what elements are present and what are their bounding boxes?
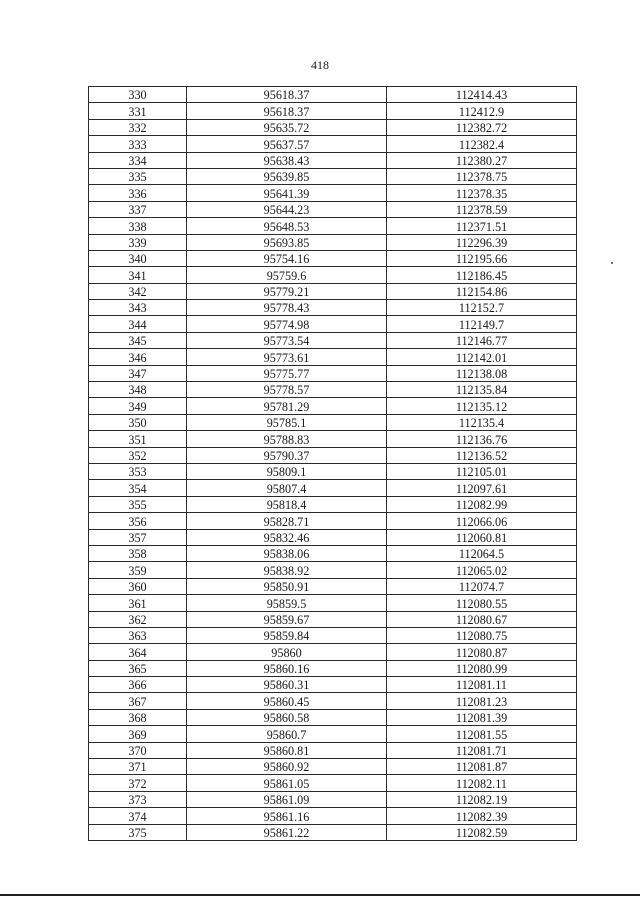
point-number-cell: 338 bbox=[89, 218, 187, 234]
x-coordinate-cell: 95778.57 bbox=[187, 382, 387, 398]
point-number-cell: 372 bbox=[89, 775, 187, 791]
point-number-cell: 333 bbox=[89, 136, 187, 152]
point-number-cell: 357 bbox=[89, 529, 187, 545]
table-row bbox=[89, 545, 577, 561]
point-number-cell: 331 bbox=[89, 103, 187, 119]
x-coordinate-cell: 95818.4 bbox=[187, 496, 387, 512]
table-row bbox=[89, 677, 577, 693]
point-number-cell: 339 bbox=[89, 234, 187, 250]
point-number-cell: 375 bbox=[89, 824, 187, 840]
table-row bbox=[89, 87, 577, 103]
page-number: 418 bbox=[311, 58, 329, 72]
y-coordinate-cell: 112066.06 bbox=[387, 513, 577, 529]
point-number-cell: 374 bbox=[89, 808, 187, 824]
x-coordinate-cell: 95754.16 bbox=[187, 250, 387, 266]
x-coordinate-cell: 95648.53 bbox=[187, 218, 387, 234]
x-coordinate-cell: 95807.4 bbox=[187, 480, 387, 496]
y-coordinate-cell: 112065.02 bbox=[387, 562, 577, 578]
x-coordinate-cell: 95641.39 bbox=[187, 185, 387, 201]
y-coordinate-cell: 112186.45 bbox=[387, 267, 577, 283]
y-coordinate-cell: 112080.99 bbox=[387, 660, 577, 676]
x-coordinate-cell: 95861.09 bbox=[187, 791, 387, 807]
x-coordinate-cell: 95861.22 bbox=[187, 824, 387, 840]
point-number-cell: 360 bbox=[89, 578, 187, 594]
x-coordinate-cell: 95693.85 bbox=[187, 234, 387, 250]
x-coordinate-cell: 95850.91 bbox=[187, 578, 387, 594]
table-row bbox=[89, 152, 577, 168]
x-coordinate-cell: 95828.71 bbox=[187, 513, 387, 529]
y-coordinate-cell: 112382.4 bbox=[387, 136, 577, 152]
y-coordinate-cell: 112082.59 bbox=[387, 824, 577, 840]
point-number-cell: 361 bbox=[89, 595, 187, 611]
point-number-cell: 370 bbox=[89, 742, 187, 758]
x-coordinate-cell: 95644.23 bbox=[187, 201, 387, 217]
y-coordinate-cell: 112060.81 bbox=[387, 529, 577, 545]
table-row bbox=[89, 414, 577, 430]
y-coordinate-cell: 112136.76 bbox=[387, 431, 577, 447]
x-coordinate-cell: 95860.45 bbox=[187, 693, 387, 709]
point-number-cell: 350 bbox=[89, 414, 187, 430]
point-number-cell: 352 bbox=[89, 447, 187, 463]
x-coordinate-cell: 95859.5 bbox=[187, 595, 387, 611]
table-row bbox=[89, 759, 577, 775]
scan-edge-line bbox=[0, 894, 640, 896]
x-coordinate-cell: 95778.43 bbox=[187, 300, 387, 316]
table-row bbox=[89, 463, 577, 479]
y-coordinate-cell: 112378.59 bbox=[387, 201, 577, 217]
y-coordinate-cell: 112136.52 bbox=[387, 447, 577, 463]
y-coordinate-cell: 112082.19 bbox=[387, 791, 577, 807]
x-coordinate-cell: 95860.31 bbox=[187, 677, 387, 693]
table-row bbox=[89, 693, 577, 709]
point-number-cell: 354 bbox=[89, 480, 187, 496]
table-row bbox=[89, 578, 577, 594]
y-coordinate-cell: 112082.11 bbox=[387, 775, 577, 791]
x-coordinate-cell: 95860.7 bbox=[187, 726, 387, 742]
point-number-cell: 344 bbox=[89, 316, 187, 332]
x-coordinate-cell: 95618.37 bbox=[187, 103, 387, 119]
table-row bbox=[89, 824, 577, 840]
table-row bbox=[89, 201, 577, 217]
x-coordinate-cell: 95618.37 bbox=[187, 87, 387, 103]
point-number-cell: 358 bbox=[89, 545, 187, 561]
y-coordinate-cell: 112380.27 bbox=[387, 152, 577, 168]
table-row bbox=[89, 250, 577, 266]
x-coordinate-cell: 95781.29 bbox=[187, 398, 387, 414]
y-coordinate-cell: 112097.61 bbox=[387, 480, 577, 496]
point-number-cell: 336 bbox=[89, 185, 187, 201]
y-coordinate-cell: 112152.7 bbox=[387, 300, 577, 316]
table-row bbox=[89, 562, 577, 578]
table-row bbox=[89, 218, 577, 234]
point-number-cell: 335 bbox=[89, 168, 187, 184]
point-number-cell: 364 bbox=[89, 644, 187, 660]
table-row bbox=[89, 349, 577, 365]
table-row bbox=[89, 332, 577, 348]
x-coordinate-cell: 95790.37 bbox=[187, 447, 387, 463]
point-number-cell: 363 bbox=[89, 627, 187, 643]
x-coordinate-cell: 95639.85 bbox=[187, 168, 387, 184]
table-row bbox=[89, 185, 577, 201]
table-row bbox=[89, 644, 577, 660]
x-coordinate-cell: 95859.84 bbox=[187, 627, 387, 643]
point-number-cell: 362 bbox=[89, 611, 187, 627]
y-coordinate-cell: 112146.77 bbox=[387, 332, 577, 348]
y-coordinate-cell: 112378.75 bbox=[387, 168, 577, 184]
point-number-cell: 353 bbox=[89, 463, 187, 479]
point-number-cell: 355 bbox=[89, 496, 187, 512]
table-row bbox=[89, 791, 577, 807]
x-coordinate-cell: 95861.05 bbox=[187, 775, 387, 791]
point-number-cell: 367 bbox=[89, 693, 187, 709]
y-coordinate-cell: 112414.43 bbox=[387, 87, 577, 103]
y-coordinate-cell: 112195.66 bbox=[387, 250, 577, 266]
table-row bbox=[89, 103, 577, 119]
y-coordinate-cell: 112064.5 bbox=[387, 545, 577, 561]
table-row bbox=[89, 136, 577, 152]
table-row bbox=[89, 709, 577, 725]
x-coordinate-cell: 95838.92 bbox=[187, 562, 387, 578]
point-number-cell: 343 bbox=[89, 300, 187, 316]
table-row bbox=[89, 513, 577, 529]
y-coordinate-cell: 112080.75 bbox=[387, 627, 577, 643]
y-coordinate-cell: 112149.7 bbox=[387, 316, 577, 332]
y-coordinate-cell: 112081.55 bbox=[387, 726, 577, 742]
table-row bbox=[89, 447, 577, 463]
x-coordinate-cell: 95773.54 bbox=[187, 332, 387, 348]
point-number-cell: 340 bbox=[89, 250, 187, 266]
y-coordinate-cell: 112081.71 bbox=[387, 742, 577, 758]
table-row bbox=[89, 365, 577, 381]
y-coordinate-cell: 112142.01 bbox=[387, 349, 577, 365]
x-coordinate-cell: 95788.83 bbox=[187, 431, 387, 447]
y-coordinate-cell: 112371.51 bbox=[387, 218, 577, 234]
point-number-cell: 371 bbox=[89, 759, 187, 775]
table-row bbox=[89, 119, 577, 135]
y-coordinate-cell: 112135.84 bbox=[387, 382, 577, 398]
y-coordinate-cell: 112382.72 bbox=[387, 119, 577, 135]
y-coordinate-cell: 112105.01 bbox=[387, 463, 577, 479]
point-number-cell: 368 bbox=[89, 709, 187, 725]
x-coordinate-cell: 95860.58 bbox=[187, 709, 387, 725]
y-coordinate-cell: 112135.12 bbox=[387, 398, 577, 414]
y-coordinate-cell: 112138.08 bbox=[387, 365, 577, 381]
coordinates-table-body bbox=[89, 87, 577, 841]
y-coordinate-cell: 112081.23 bbox=[387, 693, 577, 709]
coordinates-table bbox=[88, 86, 577, 841]
point-number-cell: 330 bbox=[89, 87, 187, 103]
table-row bbox=[89, 300, 577, 316]
point-number-cell: 346 bbox=[89, 349, 187, 365]
table-row bbox=[89, 660, 577, 676]
table-row bbox=[89, 283, 577, 299]
table-row bbox=[89, 529, 577, 545]
table-row bbox=[89, 775, 577, 791]
y-coordinate-cell: 112378.35 bbox=[387, 185, 577, 201]
x-coordinate-cell: 95838.06 bbox=[187, 545, 387, 561]
y-coordinate-cell: 112135.4 bbox=[387, 414, 577, 430]
point-number-cell: 334 bbox=[89, 152, 187, 168]
table-row bbox=[89, 431, 577, 447]
table-row bbox=[89, 168, 577, 184]
point-number-cell: 356 bbox=[89, 513, 187, 529]
table-row bbox=[89, 627, 577, 643]
x-coordinate-cell: 95774.98 bbox=[187, 316, 387, 332]
point-number-cell: 337 bbox=[89, 201, 187, 217]
y-coordinate-cell: 112080.55 bbox=[387, 595, 577, 611]
y-coordinate-cell: 112082.99 bbox=[387, 496, 577, 512]
table-row bbox=[89, 382, 577, 398]
y-coordinate-cell: 112080.87 bbox=[387, 644, 577, 660]
table-row bbox=[89, 742, 577, 758]
x-coordinate-cell: 95759.6 bbox=[187, 267, 387, 283]
x-coordinate-cell: 95860.92 bbox=[187, 759, 387, 775]
x-coordinate-cell: 95859.67 bbox=[187, 611, 387, 627]
y-coordinate-cell: 112081.39 bbox=[387, 709, 577, 725]
y-coordinate-cell: 112412.9 bbox=[387, 103, 577, 119]
x-coordinate-cell: 95779.21 bbox=[187, 283, 387, 299]
table-row bbox=[89, 726, 577, 742]
table-row bbox=[89, 316, 577, 332]
y-coordinate-cell: 112081.87 bbox=[387, 759, 577, 775]
point-number-cell: 342 bbox=[89, 283, 187, 299]
y-coordinate-cell: 112081.11 bbox=[387, 677, 577, 693]
point-number-cell: 365 bbox=[89, 660, 187, 676]
y-coordinate-cell: 112154.86 bbox=[387, 283, 577, 299]
y-coordinate-cell: 112074.7 bbox=[387, 578, 577, 594]
x-coordinate-cell: 95809.1 bbox=[187, 463, 387, 479]
point-number-cell: 349 bbox=[89, 398, 187, 414]
table-row bbox=[89, 611, 577, 627]
point-number-cell: 348 bbox=[89, 382, 187, 398]
table-row bbox=[89, 480, 577, 496]
table-row bbox=[89, 267, 577, 283]
point-number-cell: 366 bbox=[89, 677, 187, 693]
x-coordinate-cell: 95860.81 bbox=[187, 742, 387, 758]
x-coordinate-cell: 95860.16 bbox=[187, 660, 387, 676]
x-coordinate-cell: 95637.57 bbox=[187, 136, 387, 152]
point-number-cell: 369 bbox=[89, 726, 187, 742]
y-coordinate-cell: 112080.67 bbox=[387, 611, 577, 627]
point-number-cell: 345 bbox=[89, 332, 187, 348]
table-row bbox=[89, 496, 577, 512]
table-row bbox=[89, 398, 577, 414]
point-number-cell: 332 bbox=[89, 119, 187, 135]
x-coordinate-cell: 95785.1 bbox=[187, 414, 387, 430]
point-number-cell: 347 bbox=[89, 365, 187, 381]
x-coordinate-cell: 95861.16 bbox=[187, 808, 387, 824]
point-number-cell: 341 bbox=[89, 267, 187, 283]
x-coordinate-cell: 95773.61 bbox=[187, 349, 387, 365]
table-row bbox=[89, 234, 577, 250]
x-coordinate-cell: 95832.46 bbox=[187, 529, 387, 545]
y-coordinate-cell: 112296.39 bbox=[387, 234, 577, 250]
table-row bbox=[89, 595, 577, 611]
x-coordinate-cell: 95860 bbox=[187, 644, 387, 660]
point-number-cell: 351 bbox=[89, 431, 187, 447]
point-number-cell: 373 bbox=[89, 791, 187, 807]
y-coordinate-cell: 112082.39 bbox=[387, 808, 577, 824]
table-row bbox=[89, 808, 577, 824]
point-number-cell: 359 bbox=[89, 562, 187, 578]
x-coordinate-cell: 95775.77 bbox=[187, 365, 387, 381]
x-coordinate-cell: 95638.43 bbox=[187, 152, 387, 168]
scan-speck bbox=[611, 262, 613, 264]
x-coordinate-cell: 95635.72 bbox=[187, 119, 387, 135]
